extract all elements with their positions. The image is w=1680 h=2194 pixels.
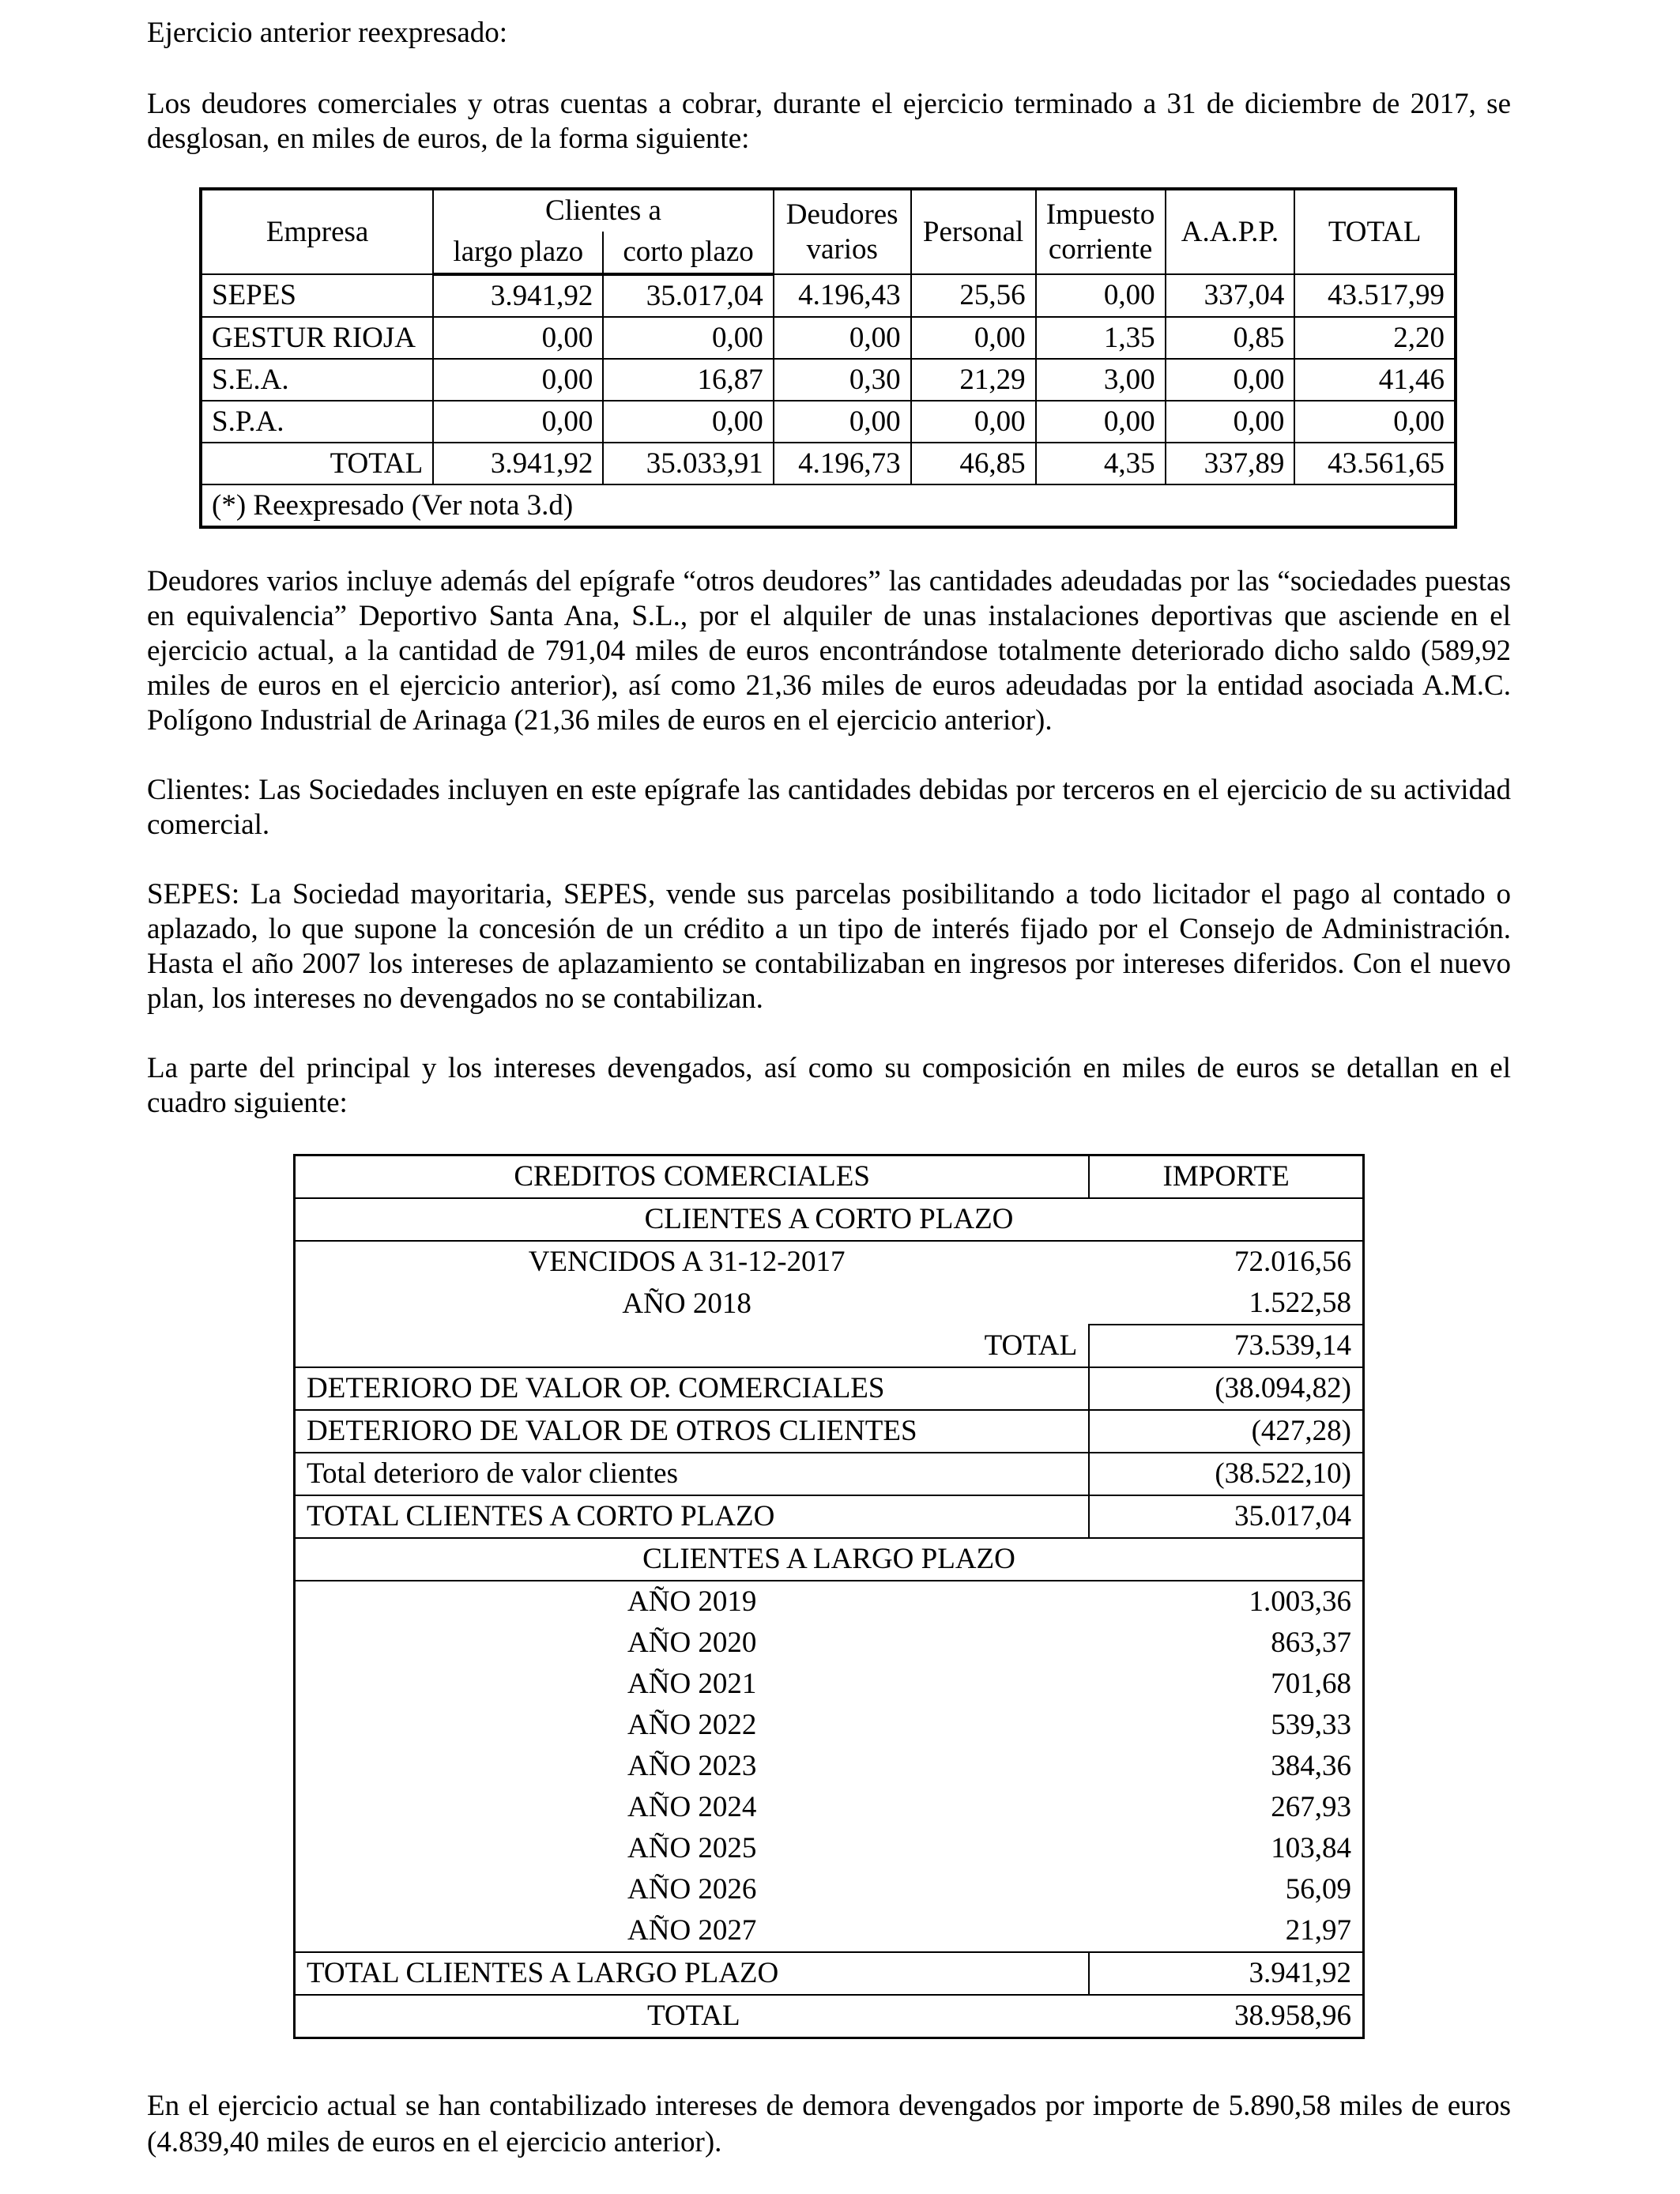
cell-total: 0,00 <box>1294 401 1456 443</box>
corto-total-label: TOTAL <box>295 1325 1090 1367</box>
section-heading: Ejercicio anterior reexpresado: <box>147 17 508 49</box>
cell-personal: 25,56 <box>911 274 1036 317</box>
table-row <box>201 274 1456 317</box>
corto-label: VENCIDOS A 31-12-2017 <box>295 1241 1090 1283</box>
corto-total-value: 73.539,14 <box>1089 1325 1363 1367</box>
list-item <box>295 1495 1364 1538</box>
cell-empresa: S.P.A. <box>201 401 433 443</box>
deterioro-label: DETERIORO DE VALOR DE OTROS CLIENTES <box>295 1410 1090 1453</box>
header-corto-plazo: corto plazo <box>603 232 773 274</box>
cell-total: 43.517,99 <box>1294 274 1456 317</box>
cell-impuesto: 3,00 <box>1036 359 1166 401</box>
intro-paragraph: Los deudores comerciales y otras cuentas a cobrar, durante el ejercicio terminado a 31 de diciembre de 2017, se desglosan, en miles de euros, de la forma siguiente: <box>147 88 1511 155</box>
cell-corto: 16,87 <box>603 359 773 401</box>
grand-total-value: 38.958,96 <box>1089 1995 1363 2038</box>
largo-label: AÑO 2023 <box>295 1746 1090 1787</box>
largo-value: 539,33 <box>1089 1705 1363 1746</box>
largo-label: AÑO 2019 <box>295 1581 1090 1623</box>
cell-total: 2,20 <box>1294 317 1456 359</box>
header-creditos: CREDITOS COMERCIALES <box>295 1155 1090 1199</box>
sepes-paragraph: SEPES: La Sociedad mayoritaria, SEPES, vende sus parcelas posibilitando a todo licitador el pago al contado o aplazado, lo que supone la concesión de un crédito a un tipo de interés fijado por el Consejo de Administración. Hasta el año 2007 los intereses de aplazamiento se contabilizaban en ingresos por intereses diferidos. Con el nuevo plan, los intereses no devengados no se contabilizan. <box>147 878 1511 1015</box>
cell-personal: 0,00 <box>911 401 1036 443</box>
cell-deudores: 0,30 <box>774 359 911 401</box>
list-item <box>295 1787 1364 1828</box>
corto-value: 1.522,58 <box>1089 1283 1363 1325</box>
corto-total-row <box>295 1325 1364 1367</box>
cell-deudores: 0,00 <box>774 317 911 359</box>
header-clientes: Clientes a <box>433 189 774 232</box>
deudores-table <box>199 187 1457 529</box>
largo-value: 103,84 <box>1089 1828 1363 1869</box>
list-item <box>295 1283 1364 1325</box>
largo-label: AÑO 2027 <box>295 1910 1090 1952</box>
cell-largo: 0,00 <box>433 359 603 401</box>
parte-paragraph: La parte del principal y los intereses devengados, así como su composición en miles de euros se detallan en el cuadro siguiente: <box>147 1052 1511 1119</box>
largo-value: 267,93 <box>1089 1787 1363 1828</box>
table1-footnote: (*) Reexpresado (Ver nota 3.d) <box>201 484 1456 527</box>
deterioro-value: (38.522,10) <box>1089 1453 1363 1495</box>
total-cell-corto: 35.033,91 <box>603 443 773 484</box>
largo-total-value: 3.941,92 <box>1089 1952 1363 1995</box>
cell-largo: 0,00 <box>433 401 603 443</box>
clientes-paragraph: Clientes: Las Sociedades incluyen en este epígrafe las cantidades debidas por terceros en el ejercicio de su actividad comercial. <box>147 774 1511 841</box>
deterioro-label: TOTAL CLIENTES A CORTO PLAZO <box>295 1495 1090 1538</box>
total-cell-aapp: 337,89 <box>1166 443 1295 484</box>
total-cell-total: 43.561,65 <box>1294 443 1456 484</box>
cell-aapp: 0,85 <box>1166 317 1295 359</box>
list-item <box>295 1623 1364 1664</box>
header-importe: IMPORTE <box>1089 1155 1363 1199</box>
list-item <box>295 1664 1364 1705</box>
cell-deudores: 0,00 <box>774 401 911 443</box>
list-item <box>295 1705 1364 1746</box>
cell-empresa: SEPES <box>201 274 433 317</box>
grand-total-label: TOTAL <box>295 1995 1090 2038</box>
header-personal: Personal <box>911 189 1036 274</box>
total-cell-deudores: 4.196,73 <box>774 443 911 484</box>
largo-label: AÑO 2025 <box>295 1828 1090 1869</box>
largo-label: AÑO 2024 <box>295 1787 1090 1828</box>
section-row <box>295 1198 1364 1241</box>
list-item <box>295 1453 1364 1495</box>
cell-corto: 0,00 <box>603 317 773 359</box>
creditos-table <box>293 1154 1365 2039</box>
largo-value: 1.003,36 <box>1089 1581 1363 1623</box>
header-total: TOTAL <box>1294 189 1456 274</box>
cell-empresa: GESTUR RIOJA <box>201 317 433 359</box>
largo-label: AÑO 2020 <box>295 1623 1090 1664</box>
list-item <box>295 1869 1364 1910</box>
section-largo-plazo: CLIENTES A LARGO PLAZO <box>295 1538 1364 1581</box>
header-aapp: A.A.P.P. <box>1166 189 1295 274</box>
cell-impuesto: 1,35 <box>1036 317 1166 359</box>
deterioro-value: 35.017,04 <box>1089 1495 1363 1538</box>
cell-aapp: 337,04 <box>1166 274 1295 317</box>
largo-total-row <box>295 1952 1364 1995</box>
total-cell-largo: 3.941,92 <box>433 443 603 484</box>
deterioro-label: DETERIORO DE VALOR OP. COMERCIALES <box>295 1367 1090 1410</box>
total-cell-impuesto: 4,35 <box>1036 443 1166 484</box>
cell-personal: 21,29 <box>911 359 1036 401</box>
header-empresa: Empresa <box>201 189 433 274</box>
corto-label: AÑO 2018 <box>295 1283 1090 1325</box>
largo-value: 384,36 <box>1089 1746 1363 1787</box>
grand-total-row <box>295 1995 1364 2038</box>
largo-label: AÑO 2022 <box>295 1705 1090 1746</box>
cell-total: 41,46 <box>1294 359 1456 401</box>
corto-value: 72.016,56 <box>1089 1241 1363 1283</box>
header-impuesto: Impuesto corriente <box>1036 189 1166 274</box>
deterioro-value: (427,28) <box>1089 1410 1363 1453</box>
largo-label: AÑO 2021 <box>295 1664 1090 1705</box>
table-row <box>201 401 1456 443</box>
list-item <box>295 1367 1364 1410</box>
cell-aapp: 0,00 <box>1166 401 1295 443</box>
cell-largo: 3.941,92 <box>433 274 603 317</box>
cell-empresa: S.E.A. <box>201 359 433 401</box>
largo-value: 701,68 <box>1089 1664 1363 1705</box>
deterioro-label: Total deterioro de valor clientes <box>295 1453 1090 1495</box>
cell-aapp: 0,00 <box>1166 359 1295 401</box>
cell-deudores: 4.196,43 <box>774 274 911 317</box>
section-corto-plazo: CLIENTES A CORTO PLAZO <box>295 1198 1364 1241</box>
list-item <box>295 1828 1364 1869</box>
list-item <box>295 1581 1364 1623</box>
total-cell-personal: 46,85 <box>911 443 1036 484</box>
cell-personal: 0,00 <box>911 317 1036 359</box>
cell-corto: 35.017,04 <box>603 274 773 317</box>
header-largo-plazo: largo plazo <box>433 232 603 274</box>
list-item <box>295 1910 1364 1952</box>
list-item <box>295 1241 1364 1283</box>
largo-value: 21,97 <box>1089 1910 1363 1952</box>
deudores-paragraph: Deudores varios incluye además del epígrafe “otros deudores” las cantidades adeudadas por las “sociedades puestas en equivalencia” Deportivo Santa Ana, S.L., por el alquiler de unas instalaciones deportivas que asciende en el ejercicio actual, a la cantidad de 791,04 miles de euros encontrándose totalmente deteriorado dicho saldo (589,92 miles de euros en el ejercicio anterior), así como 21,36 miles de euros adeudadas por la entidad asociada A.M.C. Polígono Industrial de Arinaga (21,36 miles de euros en el ejercicio anterior). <box>147 565 1511 737</box>
header-row <box>295 1155 1364 1199</box>
list-item <box>295 1410 1364 1453</box>
section-row <box>295 1538 1364 1581</box>
largo-value: 863,37 <box>1089 1623 1363 1664</box>
cell-impuesto: 0,00 <box>1036 274 1166 317</box>
cell-impuesto: 0,00 <box>1036 401 1166 443</box>
header-deudores: Deudores varios <box>774 189 911 274</box>
largo-value: 56,09 <box>1089 1869 1363 1910</box>
deterioro-value: (38.094,82) <box>1089 1367 1363 1410</box>
table-total-row <box>201 443 1456 484</box>
table-row <box>201 359 1456 401</box>
table-row <box>201 317 1456 359</box>
cell-corto: 0,00 <box>603 401 773 443</box>
largo-label: AÑO 2026 <box>295 1869 1090 1910</box>
list-item <box>295 1746 1364 1787</box>
total-cell-empresa: TOTAL <box>201 443 433 484</box>
largo-total-label: TOTAL CLIENTES A LARGO PLAZO <box>295 1952 1090 1995</box>
cell-largo: 0,00 <box>433 317 603 359</box>
final-paragraph: En el ejercicio actual se han contabilizado intereses de demora devengados por importe de 5.890,58 miles de euros (4.839,40 miles de euros en el ejercicio anterior). <box>147 2090 1511 2158</box>
